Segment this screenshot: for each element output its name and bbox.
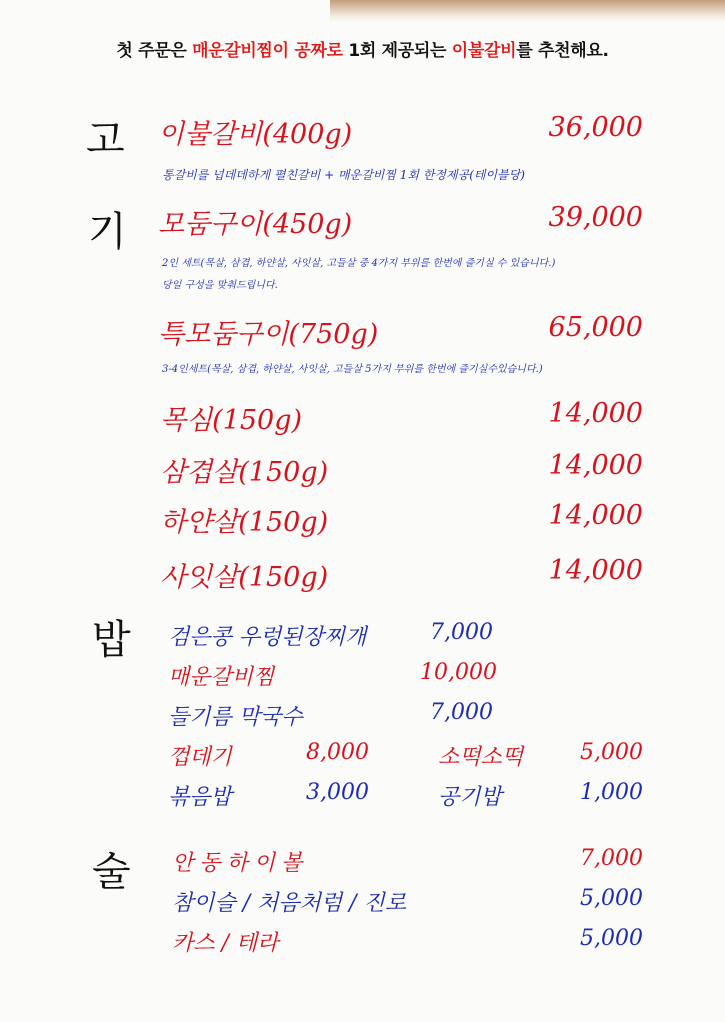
- menu-item-price: 7,000: [580, 846, 643, 871]
- menu-item-desc: 통갈비를 넙데데하게 펼친갈비 + 매운갈비찜 1회 한정제공(테이블당): [162, 168, 525, 182]
- menu-item-price: 14,000: [548, 555, 643, 586]
- menu-item-desc: 3-4인세트(목살, 삼겹, 하얀살, 사잇살, 고들살 5가지 부위를 한번에 즐기실수있습니다.): [162, 364, 543, 375]
- menu-item-name: 모둠구이(450g): [158, 209, 353, 240]
- menu-item-price: 7,000: [430, 620, 493, 645]
- section-rice: 밥: [92, 617, 131, 663]
- menu-item-price: 8,000: [306, 740, 369, 765]
- menu-item-name: 껍데기: [168, 745, 232, 770]
- banner-text-2: 1회 제공되는: [342, 41, 452, 61]
- menu-item-price: 65,000: [548, 312, 643, 343]
- section-meat-char-2: 기: [88, 209, 127, 255]
- banner-text-1: 첫 주문은: [116, 41, 193, 61]
- menu-item-name: 삼겹살(150g): [160, 457, 329, 488]
- menu-item-price: 10,000: [420, 660, 497, 685]
- menu-item-name: 특모둠구이(750g): [158, 319, 379, 350]
- banner-text-3: 를 추천해요.: [516, 41, 609, 61]
- banner-highlight-1: 매운갈비찜이 공짜로: [192, 41, 343, 61]
- menu-item-price: 14,000: [548, 398, 643, 429]
- promo-banner: [0, 36, 725, 61]
- menu-item-desc-2: 당일 구성을 맞춰드립니다.: [162, 280, 278, 291]
- section-meat-char-1: 고: [86, 117, 125, 163]
- section-drink: 술: [92, 849, 131, 895]
- menu-item-desc: 2인 세트(목살, 삼겹, 하얀살, 사잇살, 고들살 중 4가지 부위를 한번에 즐기실 수 있습니다.): [162, 258, 556, 269]
- menu-item-price: 39,000: [548, 202, 643, 233]
- menu-item-price: 5,000: [580, 740, 643, 765]
- menu-item-price: 3,000: [306, 780, 369, 805]
- menu-item-name: 볶음밥: [168, 785, 232, 810]
- menu-item-name: 공기밥: [438, 785, 502, 810]
- menu-item-name: 매운갈비찜: [168, 665, 275, 690]
- menu-item-name: 이불갈비(400g): [158, 119, 353, 150]
- menu-item-name: 안동하이볼: [172, 851, 309, 876]
- banner-highlight-2: 이불갈비: [451, 41, 517, 61]
- menu-item-name: 하얀살(150g): [160, 507, 329, 538]
- menu-item-name: 참이슬 / 처음처럼 / 진로: [172, 891, 407, 916]
- menu-item-name: 들기름 막국수: [168, 705, 303, 730]
- menu-item-name: 목심(150g): [160, 405, 303, 436]
- menu-item-price: 7,000: [430, 700, 493, 725]
- menu-item-name: 사잇살(150g): [160, 562, 329, 593]
- menu-item-price: 1,000: [580, 780, 643, 805]
- menu-item-price: 14,000: [548, 500, 643, 531]
- menu-item-price: 14,000: [548, 450, 643, 481]
- burn-mark: [330, 0, 725, 22]
- menu-item-price: 5,000: [580, 926, 643, 951]
- menu-item-name: 카스 / 테라: [172, 931, 279, 956]
- menu-item-price: 36,000: [548, 112, 643, 143]
- menu-item-name: 소떡소떡: [438, 745, 524, 770]
- menu-item-price: 5,000: [580, 886, 643, 911]
- menu-item-name: 검은콩 우렁된장찌개: [168, 625, 367, 650]
